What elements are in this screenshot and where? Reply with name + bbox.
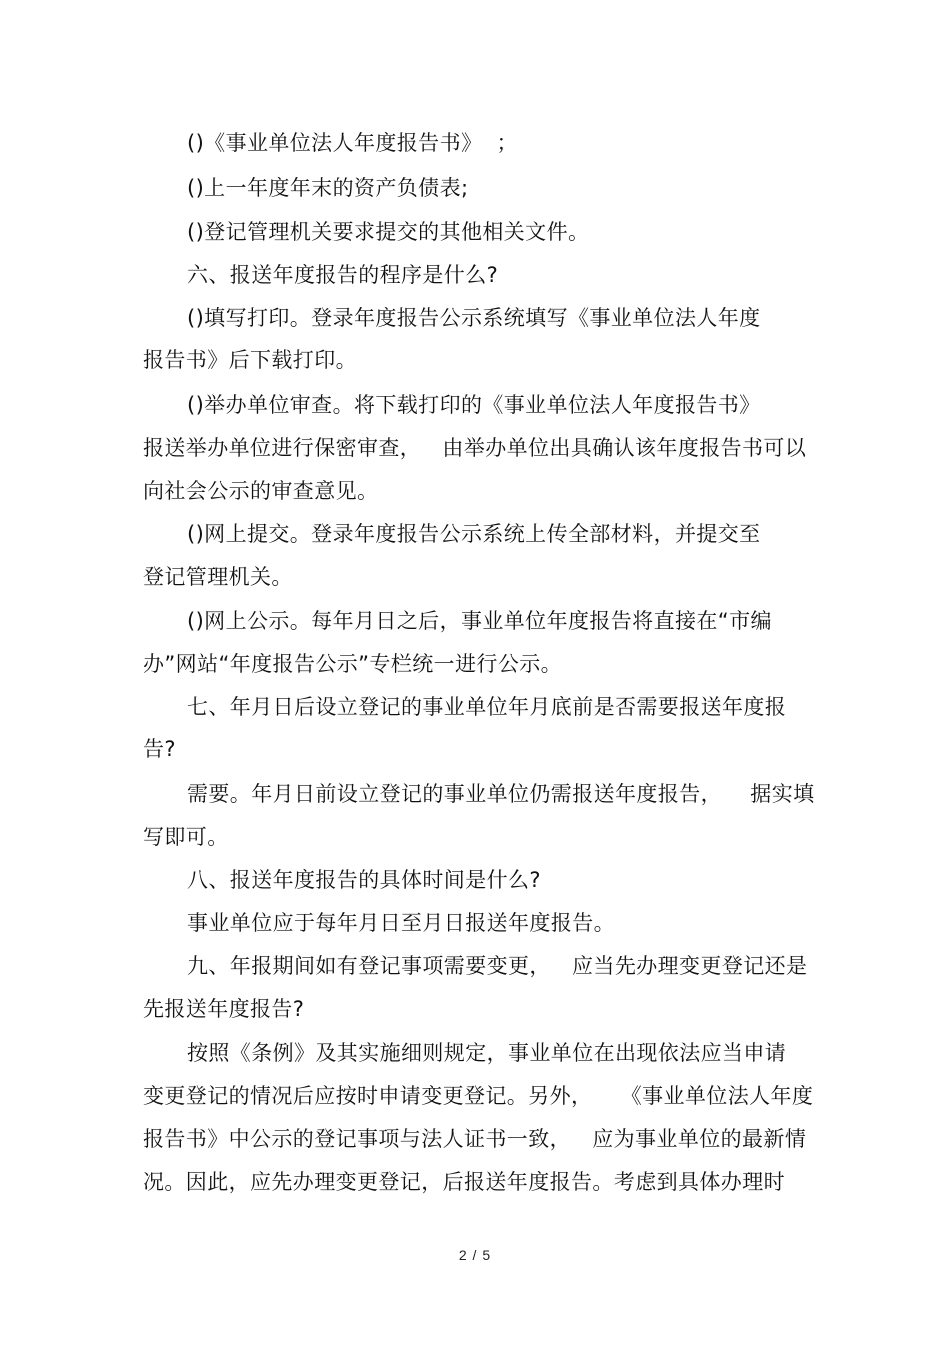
text-line-15: 告? xyxy=(143,737,176,761)
text-line-17: 写即可。 xyxy=(143,825,229,849)
text-line-21: 先报送年度报告? xyxy=(143,997,305,1021)
section-heading-8: 八、报送年度报告的具体时间是什么? xyxy=(187,868,541,892)
text-line-12: ()网上公示。每年月日之后，事业单位年度报告将直接在“市编 xyxy=(187,609,772,633)
text-line-25: 况。因此，应先办理变更登记，后报送年度报告。考虑到具体办理时 xyxy=(143,1170,785,1194)
text-line-22: 按照《条例》及其实施细则规定，事业单位在出现依法应当申请 xyxy=(187,1041,787,1065)
text-line-1: ()《事业单位法人年度报告书》 ； xyxy=(187,131,518,155)
text-line-6: 报告书》后下载打印。 xyxy=(143,348,357,372)
text-line-11: 登记管理机关。 xyxy=(143,565,293,589)
page-number: 2 / 5 xyxy=(458,1247,492,1263)
text-line-2: ()上一年度年末的资产负债表; xyxy=(187,176,469,200)
text-line-16: 需要。年月日前设立登记的事业单位仍需报送年度报告， 据实填 xyxy=(187,782,815,806)
text-line-7: ()举办单位审查。将下载打印的《事业单位法人年度报告书》 xyxy=(187,393,761,417)
section-heading-6: 六、报送年度报告的程序是什么? xyxy=(187,263,499,287)
text-line-10: ()网上提交。登录年度报告公示系统上传全部材料，并提交至 xyxy=(187,522,761,546)
text-line-19: 事业单位应于每年月日至月日报送年度报告。 xyxy=(187,911,615,935)
text-line-3: ()登记管理机关要求提交的其他相关文件。 xyxy=(187,220,590,244)
text-line-8: 报送举办单位进行保密审查， 由举办单位出具确认该年度报告书可以 xyxy=(143,436,807,460)
section-heading-7: 七、年月日后设立登记的事业单位年月底前是否需要报送年度报 xyxy=(187,695,787,719)
text-line-24: 报告书》中公示的登记事项与法人证书一致， 应为事业单位的最新情 xyxy=(143,1127,807,1151)
text-line-13: 办”网站“年度报告公示”专栏统一进行公示。 xyxy=(143,652,563,676)
text-line-9: 向社会公示的审查意见。 xyxy=(143,479,379,503)
text-line-23: 变更登记的情况后应按时申请变更登记。另外， 《事业单位法人年度 xyxy=(143,1084,814,1108)
section-heading-9: 九、年报期间如有登记事项需要变更， 应当先办理变更登记还是 xyxy=(187,954,808,978)
text-line-5: ()填写打印。登录年度报告公示系统填写《事业单位法人年度 xyxy=(187,306,761,330)
